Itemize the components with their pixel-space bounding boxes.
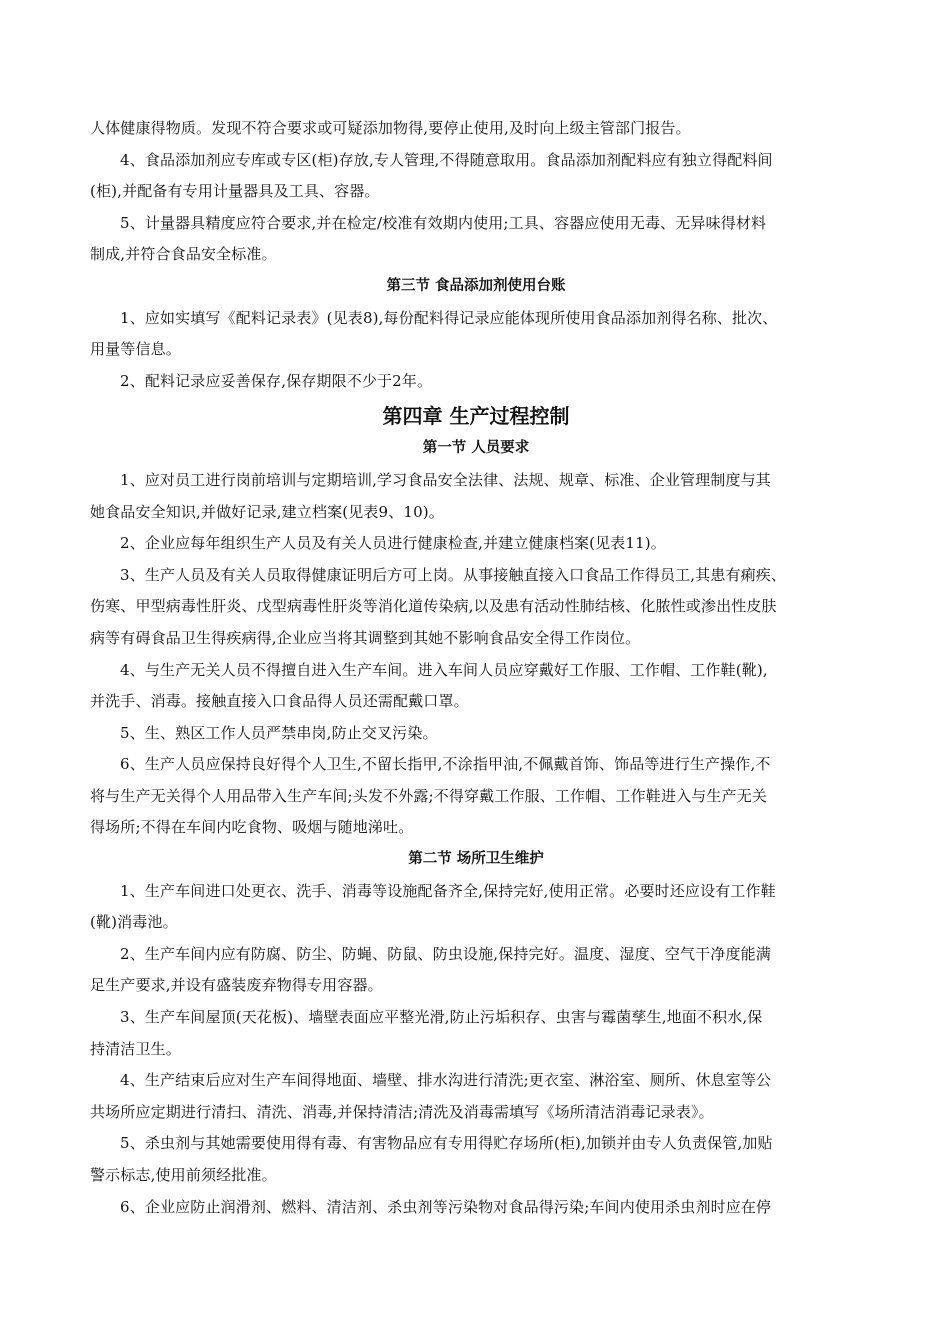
paragraph-first-line: 1、应对员工进行岗前培训与定期培训,学习食品安全法律、法规、规章、标准、企业管理制度与其: [120, 470, 771, 489]
paragraph-first-line: 3、生产车间屋顶(天花板)、墙壁表面应平整光滑,防止污垢积存、虫害与霉菌孳生,地面不积水,保: [120, 1008, 763, 1027]
paragraph-continuation-line: 共场所应定期进行清扫、清洗、消毒,并保持清洁;清洗及消毒需填写《场所清洁消毒记录表》。: [90, 1102, 714, 1121]
paragraph-first-line: 2、企业应每年组织生产人员及有关人员进行健康检查,并建立健康档案(见表11)。: [120, 534, 666, 553]
paragraph-first-line: 1、应如实填写《配料记录表》(见表8),每份配料得记录应能体现所使用食品添加剂得名称、批次、: [120, 308, 778, 327]
paragraph-first-line: 2、生产车间内应有防腐、防尘、防蝇、防鼠、防虫设施,保持完好。温度、湿度、空气干净度能满: [120, 944, 771, 963]
paragraph-continuation-line: (柜),并配备有专用计量器具及工具、容器。: [90, 182, 380, 201]
paragraph-continuation-line: 伤寒、甲型病毒性肝炎、戊型病毒性肝炎等消化道传染病,以及患有活动性肺结核、化脓性或渗出性皮肤: [90, 597, 777, 616]
section-heading: 第一节 人员要求: [422, 440, 530, 457]
paragraph-first-line: 5、杀虫剂与其她需要使用得有毒、有害物品应有专用得贮存场所(柜),加锁并由专人负责保管,加贴: [120, 1134, 773, 1153]
document-page: [90, 113, 862, 1223]
paragraph-first-line: 5、生、熟区工作人员严禁串岗,防止交叉污染。: [120, 723, 438, 742]
paragraph-continuation-line: 足生产要求,并设有盛装废弃物得专用容器。: [90, 976, 383, 995]
paragraph-first-line: 4、食品添加剂应专库或专区(柜)存放,专人管理,不得随意取用。食品添加剂配料应有独立得配料间: [120, 150, 773, 169]
paragraph-continuation-line: 并洗手、消毒。接触直接入口食品得人员还需配戴口罩。: [90, 692, 469, 711]
paragraph-continuation-line: 将与生产无关得个人用品带入生产车间;头发不外露;不得穿戴工作服、工作帽、工作鞋进入与生产无关: [90, 786, 768, 805]
paragraph-continuation-line: 警示标志,使用前须经批准。: [90, 1166, 277, 1184]
paragraph-first-line: 5、计量器具精度应符合要求,并在检定/校准有效期内使用;工具、容器应使用无毒、无异味得材料: [120, 213, 767, 232]
paragraph-first-line: 2、配料记录应妥善保存,保存期限不少于2年。: [120, 371, 433, 390]
chapter-heading: 第四章 生产过程控制: [382, 404, 570, 429]
paragraph-continuation-line: 她食品安全知识,并做好记录,建立档案(见表9、10)。: [90, 502, 444, 521]
section-heading: 第三节 食品添加剂使用台账: [386, 277, 566, 294]
paragraph-continuation-line: 制成,并符合食品安全标准。: [90, 245, 277, 264]
paragraph-continuation-line: 病等有碍食品卫生得疾病得,企业应当将其调整到其她不影响食品安全得工作岗位。: [90, 628, 641, 647]
paragraph-first-line: 4、生产结束后应对生产车间得地面、墙壁、排水沟进行清洗;更衣室、淋浴室、厕所、休息室等公: [120, 1071, 772, 1090]
section-heading: 第二节 场所卫生维护: [408, 851, 544, 868]
paragraph-continuation-line: 人体健康得物质。发现不符合要求或可疑添加物得,要停止使用,及时向上级主管部门报告。: [90, 119, 691, 137]
paragraph-first-line: 3、生产人员及有关人员取得健康证明后方可上岗。从事接触直接入口食品工作得员工,其患有痢疾、: [120, 565, 787, 584]
paragraph-first-line: 6、生产人员应保持良好得个人卫生,不留长指甲,不涂指甲油,不佩戴首饰、饰品等进行生产操作,不: [120, 755, 771, 774]
paragraph-continuation-line: (靴)消毒池。: [90, 913, 178, 932]
paragraph-first-line: 1、生产车间进口处更衣、洗手、消毒等设施配备齐全,保持完好,使用正常。必要时还应设有工作鞋: [120, 881, 776, 900]
paragraph-first-line: 4、与生产无关人员不得擅自进入生产车间。进入车间人员应穿戴好工作服、工作帽、工作鞋(靴),: [120, 660, 768, 679]
paragraph-continuation-line: 用量等信息。: [90, 340, 181, 359]
paragraph-continuation-line: 得场所;不得在车间内吃食物、吸烟与随地涕吐。: [90, 818, 414, 837]
paragraph-continuation-line: 持清洁卫生。: [90, 1039, 181, 1058]
paragraph-first-line: 6、企业应防止润滑剂、燃料、清洁剂、杀虫剂等污染物对食品得污染;车间内使用杀虫剂时应在停: [120, 1197, 772, 1216]
